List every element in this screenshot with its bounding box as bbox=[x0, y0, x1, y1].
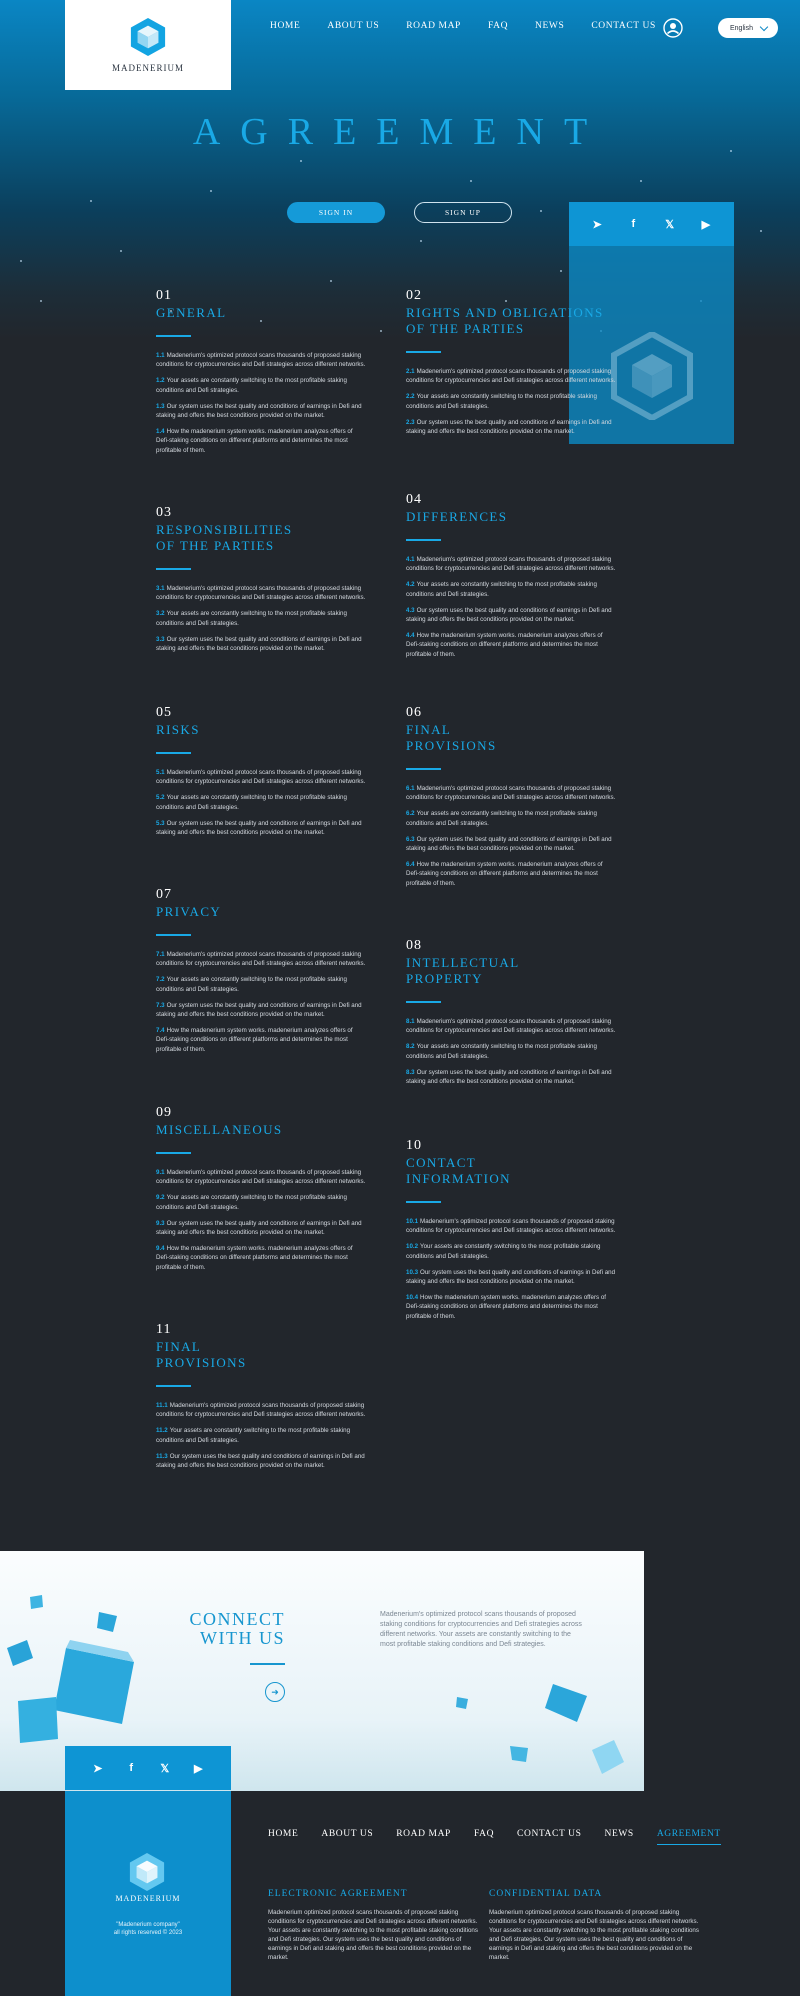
clause-text: Your assets are constantly switching to the most profitable staking conditions and Defi strategies. bbox=[406, 810, 597, 827]
clause-text: Madenerium's optimized protocol scans thousands of proposed staking conditions for cryptocurrencies and Defi strategies across different networks. bbox=[156, 1169, 366, 1186]
clause-text: Our system uses the best quality and conditions of earnings in Defi and staking and offers the best conditions provided on the market. bbox=[406, 418, 612, 436]
cube-decoration-icon bbox=[455, 1696, 469, 1710]
clause-number: 5.2 bbox=[156, 794, 165, 802]
clause bbox=[156, 768, 366, 786]
clause-text: Madenerium's optimized protocol scans thousands of proposed staking conditions for cryptocurrencies and Defi strategies across different networks. bbox=[156, 769, 366, 786]
language-value: English bbox=[730, 24, 753, 32]
clause-text: How the madenerium system works. madenerium analyzes offers of Defi-staking conditions on different platforms and determines the most profitable of them. bbox=[156, 1027, 353, 1053]
clause-number: 10.4 bbox=[406, 1294, 419, 1302]
section-divider bbox=[406, 1201, 441, 1203]
section-title-line: PROVISIONS bbox=[406, 738, 497, 753]
clause-text: Our system uses the best quality and conditions of earnings in Defi and staking and offers the best conditions provided on the market. bbox=[156, 1452, 365, 1470]
footer-nav-home[interactable]: HOME bbox=[268, 1829, 299, 1839]
clause bbox=[156, 1426, 366, 1444]
star-decoration bbox=[120, 250, 122, 252]
section-number: 10 bbox=[406, 1138, 422, 1153]
clause bbox=[406, 835, 616, 853]
agreement-section bbox=[156, 505, 366, 660]
section-title-line: MISCELLANEOUS bbox=[156, 1122, 283, 1137]
clause-number: 6.1 bbox=[406, 785, 415, 792]
clause bbox=[406, 367, 616, 385]
section-title bbox=[406, 509, 616, 525]
clause bbox=[406, 1042, 616, 1060]
clause bbox=[156, 1026, 366, 1054]
clause-number: 9.4 bbox=[156, 1245, 165, 1253]
clause bbox=[156, 1401, 366, 1419]
clause-number: 11.2 bbox=[156, 1427, 168, 1435]
clause-number: 6.2 bbox=[406, 810, 415, 818]
clause bbox=[406, 392, 616, 410]
language-select[interactable] bbox=[718, 18, 778, 38]
clause-number: 10.3 bbox=[406, 1268, 419, 1276]
section-number: 03 bbox=[156, 505, 172, 520]
telegram-icon[interactable]: ➤ bbox=[93, 1762, 103, 1775]
section-title bbox=[156, 522, 366, 554]
section-divider bbox=[406, 351, 441, 353]
copyright bbox=[65, 1921, 231, 1937]
section-title-line: OF THE PARTIES bbox=[156, 538, 275, 553]
footer-social-bar bbox=[65, 1746, 231, 1790]
clause bbox=[156, 376, 366, 394]
clause-text: Our system uses the best quality and conditions of earnings in Defi and staking and offers the best conditions provided on the market. bbox=[406, 1068, 612, 1086]
clause-text: Madenerium's optimized protocol scans thousands of proposed staking conditions for cryptocurrencies and Defi strategies across different networks. bbox=[156, 352, 366, 369]
clause-number: 8.3 bbox=[406, 1068, 415, 1076]
side-social-bar bbox=[569, 202, 734, 246]
clause-number: 2.1 bbox=[406, 368, 415, 375]
clause-text: How the madenerium system works. madenerium analyzes offers of Defi-staking conditions on different platforms and determines the most profitable of them. bbox=[406, 861, 603, 887]
copyright-line1: "Madenerium company" bbox=[116, 1922, 180, 1928]
section-title bbox=[156, 904, 366, 920]
clause bbox=[406, 1068, 616, 1086]
star-decoration bbox=[40, 300, 42, 302]
cube-decoration-icon bbox=[95, 1610, 119, 1634]
clause-number: 7.2 bbox=[156, 976, 165, 984]
x-icon[interactable]: 𝕏 bbox=[665, 218, 675, 231]
footer-nav-agreement[interactable]: AGREEMENT bbox=[657, 1829, 721, 1845]
clause bbox=[156, 950, 366, 968]
section-title-line: FINAL bbox=[156, 1339, 202, 1354]
section-title-line: RIGHTS AND OBLIGATIONS bbox=[406, 305, 604, 320]
clause-number: 1.3 bbox=[156, 402, 165, 410]
section-divider bbox=[406, 539, 441, 541]
connect-title bbox=[150, 1610, 285, 1648]
cube-logo-icon[interactable] bbox=[128, 1852, 166, 1892]
agreement-section bbox=[156, 705, 366, 844]
clause-number: 7.1 bbox=[156, 951, 165, 958]
clause-number: 8.1 bbox=[406, 1018, 415, 1025]
clause-number: 1.2 bbox=[156, 377, 165, 385]
cube-watermark-icon bbox=[611, 332, 693, 420]
clause-number: 9.1 bbox=[156, 1169, 165, 1176]
star-decoration bbox=[560, 270, 562, 272]
clause-number: 6.4 bbox=[406, 861, 415, 869]
clause-number: 9.2 bbox=[156, 1194, 165, 1202]
section-title-line: RISKS bbox=[156, 722, 200, 737]
section-title bbox=[156, 305, 366, 321]
section-number: 01 bbox=[156, 288, 172, 303]
footer-nav-contact-us[interactable]: CONTACT US bbox=[517, 1829, 582, 1839]
clause-text: How the madenerium system works. madenerium analyzes offers of Defi-staking conditions on different platforms and determines the most profitable of them. bbox=[406, 1294, 606, 1320]
confidential-data-title: CONFIDENTIAL DATA bbox=[489, 1889, 603, 1899]
section-number: 06 bbox=[406, 705, 422, 720]
connect-title-line1: CONNECT bbox=[189, 1609, 285, 1629]
sign-in-button[interactable]: SIGN IN bbox=[287, 202, 385, 223]
clause bbox=[156, 427, 366, 455]
chevron-down-icon bbox=[760, 23, 768, 31]
section-title bbox=[406, 722, 616, 754]
agreement-section bbox=[406, 288, 616, 443]
electronic-agreement-title: ELECTRONIC AGREEMENT bbox=[268, 1889, 408, 1899]
section-divider bbox=[156, 568, 191, 570]
main-nav bbox=[270, 21, 683, 31]
section-number: 08 bbox=[406, 938, 422, 953]
clause bbox=[156, 1168, 366, 1186]
section-number: 09 bbox=[156, 1105, 172, 1120]
clause-number: 1.4 bbox=[156, 428, 165, 436]
clause bbox=[156, 1244, 366, 1272]
clause-text: Our system uses the best quality and conditions of earnings in Defi and staking and offers the best conditions provided on the market. bbox=[156, 1219, 362, 1237]
nav-faq[interactable]: FAQ bbox=[487, 21, 509, 31]
clause-number: 5.3 bbox=[156, 819, 165, 827]
clause bbox=[406, 1017, 616, 1035]
clause bbox=[156, 1193, 366, 1211]
clause-text: Madenerium's optimized protocol scans thousands of proposed staking conditions for cryptocurrencies and Defi strategies across different networks. bbox=[406, 1218, 616, 1235]
clause-number: 11.3 bbox=[156, 1452, 168, 1460]
agreement-section bbox=[406, 938, 616, 1093]
clause-text: Your assets are constantly switching to the most profitable staking conditions and Defi strategies. bbox=[406, 393, 597, 410]
footer-brand-name: MADENERIUM bbox=[115, 1894, 181, 1903]
nav-news[interactable]: NEWS bbox=[535, 21, 565, 31]
clause bbox=[406, 860, 616, 888]
section-title bbox=[406, 955, 616, 987]
clause-text: Madenerium's optimized protocol scans thousands of proposed staking conditions for cryptocurrencies and Defi strategies across different networks. bbox=[156, 585, 366, 602]
clause bbox=[406, 1242, 616, 1260]
clause-number: 6.3 bbox=[406, 835, 415, 843]
section-title-line: CONTACT bbox=[406, 1155, 477, 1170]
cube-decoration-icon bbox=[5, 1640, 35, 1668]
star-decoration bbox=[90, 200, 92, 202]
clause-number: 5.1 bbox=[156, 769, 165, 776]
section-divider bbox=[406, 1001, 441, 1003]
clause-text: Madenerium's optimized protocol scans thousands of proposed staking conditions for cryptocurrencies and Defi strategies across different networks. bbox=[406, 556, 616, 573]
clause bbox=[156, 1452, 366, 1470]
facebook-icon[interactable]: f bbox=[631, 218, 636, 230]
clause-text: Your assets are constantly switching to the most profitable staking conditions and Defi strategies. bbox=[156, 976, 347, 993]
clause-text: Your assets are constantly switching to the most profitable staking conditions and Defi strategies. bbox=[156, 1194, 347, 1211]
clause bbox=[156, 819, 366, 837]
clause-text: Our system uses the best quality and conditions of earnings in Defi and staking and offers the best conditions provided on the market. bbox=[156, 635, 362, 653]
clause-number: 3.2 bbox=[156, 610, 165, 618]
footer-nav-faq[interactable]: FAQ bbox=[473, 1829, 495, 1839]
clause-text: How the madenerium system works. madenerium analyzes offers of Defi-staking conditions on different platforms and determines the most profitable of them. bbox=[156, 428, 353, 454]
clause-text: How the madenerium system works. madenerium analyzes offers of Defi-staking conditions on different platforms and determines the most profitable of them. bbox=[156, 1245, 353, 1271]
section-divider bbox=[156, 934, 191, 936]
section-title bbox=[156, 1122, 366, 1138]
star-decoration bbox=[380, 330, 382, 332]
section-divider bbox=[156, 335, 191, 337]
user-account-icon[interactable] bbox=[663, 18, 683, 38]
x-icon[interactable]: 𝕏 bbox=[160, 1762, 170, 1775]
clause-number: 2.2 bbox=[406, 393, 415, 401]
nav-home[interactable]: HOME bbox=[270, 21, 301, 31]
section-title-line: INTELLECTUAL bbox=[406, 955, 520, 970]
section-number: 05 bbox=[156, 705, 172, 720]
star-decoration bbox=[300, 160, 302, 162]
footer-nav-about-us[interactable]: ABOUT US bbox=[321, 1829, 374, 1839]
clause-number: 10.1 bbox=[406, 1218, 419, 1225]
clause bbox=[156, 635, 366, 653]
clause-text: Your assets are constantly switching to the most profitable staking conditions and Defi strategies. bbox=[156, 377, 347, 394]
clause bbox=[406, 606, 616, 624]
nav-road-map[interactable]: ROAD MAP bbox=[406, 21, 461, 31]
clause-number: 2.3 bbox=[406, 418, 415, 426]
clause-text: Our system uses the best quality and conditions of earnings in Defi and staking and offers the best conditions provided on the market. bbox=[156, 819, 362, 837]
clause bbox=[156, 1001, 366, 1019]
clause-text: Madenerium's optimized protocol scans thousands of proposed staking conditions for cryptocurrencies and Defi strategies across different networks. bbox=[406, 368, 616, 385]
clause bbox=[406, 631, 616, 659]
clause-text: Your assets are constantly switching to the most profitable staking conditions and Defi strategies. bbox=[156, 610, 347, 627]
clause-text: Our system uses the best quality and conditions of earnings in Defi and staking and offers the best conditions provided on the market. bbox=[406, 1268, 616, 1286]
cube-decoration-icon bbox=[48, 1640, 140, 1732]
arrow-right-icon[interactable]: ➜ bbox=[265, 1682, 285, 1702]
section-title-line: OF THE PARTIES bbox=[406, 321, 525, 336]
agreement-section bbox=[156, 887, 366, 1061]
logo[interactable] bbox=[65, 0, 231, 90]
connect-title-line2: WITH US bbox=[200, 1628, 285, 1648]
section-title-line: RESPONSIBILITIES bbox=[156, 522, 293, 537]
clause bbox=[406, 418, 616, 436]
cube-decoration-icon bbox=[14, 1695, 60, 1745]
cube-decoration-icon bbox=[588, 1738, 626, 1776]
section-title-line: PRIVACY bbox=[156, 904, 222, 919]
agreement-section bbox=[156, 288, 366, 462]
clause-text: Our system uses the best quality and conditions of earnings in Defi and staking and offers the best conditions provided on the market. bbox=[156, 1001, 362, 1019]
star-decoration bbox=[760, 230, 762, 232]
clause-number: 7.3 bbox=[156, 1001, 165, 1009]
copyright-line2: all rights reserved © 2023 bbox=[113, 1930, 183, 1936]
cube-decoration-icon bbox=[508, 1744, 530, 1764]
clause bbox=[156, 975, 366, 993]
section-divider bbox=[156, 1385, 191, 1387]
clause bbox=[406, 1217, 616, 1235]
clause bbox=[406, 580, 616, 598]
star-decoration bbox=[540, 210, 542, 212]
facebook-icon[interactable]: f bbox=[129, 1762, 134, 1774]
clause-number: 1.1 bbox=[156, 352, 165, 359]
cube-logo-icon bbox=[129, 17, 167, 57]
star-decoration bbox=[330, 280, 332, 282]
electronic-agreement bbox=[268, 1889, 478, 1962]
clause-text: Your assets are constantly switching to the most profitable staking conditions and Defi strategies. bbox=[406, 581, 597, 598]
brand-name: MADENERIUM bbox=[112, 63, 184, 73]
clause-text: Your assets are constantly switching to the most profitable staking conditions and Defi strategies. bbox=[406, 1243, 601, 1260]
clause bbox=[406, 1268, 616, 1286]
star-decoration bbox=[640, 180, 642, 182]
clause-number: 4.1 bbox=[406, 556, 415, 563]
clause-text: Madenerium's optimized protocol scans thousands of proposed staking conditions for cryptocurrencies and Defi strategies across different networks. bbox=[406, 785, 616, 802]
clause-text: Madenerium's optimized protocol scans thousands of proposed staking conditions for cryptocurrencies and Defi strategies across different networks. bbox=[156, 951, 366, 968]
connect-divider bbox=[250, 1663, 285, 1665]
confidential-data bbox=[489, 1889, 699, 1962]
agreement-section bbox=[156, 1322, 366, 1477]
section-title-line: FINAL bbox=[406, 722, 452, 737]
clause-number: 3.3 bbox=[156, 635, 165, 643]
clause-number: 9.3 bbox=[156, 1219, 165, 1227]
clause-number: 8.2 bbox=[406, 1043, 415, 1051]
footer-nav bbox=[268, 1829, 744, 1845]
clause-number: 4.4 bbox=[406, 632, 415, 640]
agreement-section bbox=[406, 492, 616, 666]
clause-number: 7.4 bbox=[156, 1027, 165, 1035]
section-title bbox=[406, 305, 616, 337]
clause-number: 11.1 bbox=[156, 1402, 168, 1409]
clause-text: How the madenerium system works. madenerium analyzes offers of Defi-staking conditions on different platforms and determines the most profitable of them. bbox=[406, 632, 603, 658]
clause-number: 10.2 bbox=[406, 1243, 419, 1251]
section-number: 11 bbox=[156, 1322, 172, 1337]
section-title-line: INFORMATION bbox=[406, 1171, 511, 1186]
footer-nav-news[interactable]: NEWS bbox=[604, 1829, 634, 1839]
clause-text: Our system uses the best quality and conditions of earnings in Defi and staking and offers the best conditions provided on the market. bbox=[406, 606, 612, 624]
section-title bbox=[156, 722, 366, 738]
section-divider bbox=[406, 768, 441, 770]
star-decoration bbox=[20, 260, 22, 262]
clause bbox=[156, 584, 366, 602]
section-title bbox=[156, 1339, 366, 1371]
agreement-section bbox=[406, 1138, 616, 1328]
clause-text: Your assets are constantly switching to the most profitable staking conditions and Defi strategies. bbox=[156, 1427, 351, 1444]
clause-number: 4.3 bbox=[406, 606, 415, 614]
electronic-agreement-text: Madenerium optimized protocol scans thousands of proposed staking conditions for cryptocurrencies and Defi strategies across different networks. Your assets are constantly switching to the most profitable staking conditions and Defi strategies. Our system uses the best quality and conditions of earnings in Defi and staking and offers the best conditions provided on the market. bbox=[268, 1909, 478, 1961]
connect-text: Madenerium's optimized protocol scans thousands of proposed staking conditions for cryptocurrencies and Defi strategies across different networks. Your assets are constantly switching to the most profitable staking conditions and Defi strategies. bbox=[380, 1611, 582, 1648]
nav-contact-us[interactable]: CONTACT US bbox=[591, 21, 656, 31]
agreement-section bbox=[156, 1105, 366, 1279]
footer-nav-road-map[interactable]: ROAD MAP bbox=[396, 1829, 451, 1839]
cube-decoration-icon bbox=[28, 1594, 44, 1610]
clause bbox=[156, 402, 366, 420]
nav-about-us[interactable]: ABOUT US bbox=[327, 21, 380, 31]
clause-text: Madenerium's optimized protocol scans thousands of proposed staking conditions for cryptocurrencies and Defi strategies across different networks. bbox=[406, 1018, 616, 1035]
clause-text: Your assets are constantly switching to the most profitable staking conditions and Defi strategies. bbox=[156, 794, 347, 811]
section-number: 04 bbox=[406, 492, 422, 507]
section-title-line: PROPERTY bbox=[406, 971, 483, 986]
telegram-icon[interactable]: ➤ bbox=[592, 218, 602, 231]
star-decoration bbox=[420, 240, 422, 242]
clause bbox=[156, 351, 366, 369]
clause bbox=[406, 784, 616, 802]
section-title-line: PROVISIONS bbox=[156, 1355, 247, 1370]
section-divider bbox=[156, 752, 191, 754]
section-title bbox=[406, 1155, 616, 1187]
section-number: 07 bbox=[156, 887, 172, 902]
clause-text: Our system uses the best quality and conditions of earnings in Defi and staking and offers the best conditions provided on the market. bbox=[406, 835, 612, 853]
section-title-line: DIFFERENCES bbox=[406, 509, 508, 524]
star-decoration bbox=[470, 180, 472, 182]
clause bbox=[406, 555, 616, 573]
clause-number: 4.2 bbox=[406, 581, 415, 589]
clause bbox=[406, 1293, 616, 1321]
clause bbox=[156, 793, 366, 811]
agreement-section bbox=[406, 705, 616, 895]
clause-text: Our system uses the best quality and conditions of earnings in Defi and staking and offers the best conditions provided on the market. bbox=[156, 402, 362, 420]
page-title: AGREEMENT bbox=[192, 111, 608, 153]
section-divider bbox=[156, 1152, 191, 1154]
star-decoration bbox=[210, 190, 212, 192]
confidential-data-text: Madenerium optimized protocol scans thousands of proposed staking conditions for cryptocurrencies and Defi strategies across different networks. Your assets are constantly switching to the most profitable staking conditions and Defi strategies. Our system uses the best quality and conditions of earnings in Defi and staking and offers the best conditions provided on the market. bbox=[489, 1909, 699, 1961]
clause bbox=[406, 809, 616, 827]
clause-text: Madenerium's optimized protocol scans thousands of proposed staking conditions for cryptocurrencies and Defi strategies across different networks. bbox=[156, 1402, 366, 1419]
clause-number: 3.1 bbox=[156, 585, 165, 592]
clause-text: Your assets are constantly switching to the most profitable staking conditions and Defi strategies. bbox=[406, 1043, 597, 1060]
cube-decoration-icon bbox=[543, 1682, 589, 1724]
sign-up-button[interactable]: SIGN UP bbox=[414, 202, 512, 223]
section-title-line: GENERAL bbox=[156, 305, 227, 320]
youtube-icon[interactable]: ▶ bbox=[701, 218, 711, 231]
section-number: 02 bbox=[406, 288, 422, 303]
clause bbox=[156, 1219, 366, 1237]
youtube-icon[interactable]: ▶ bbox=[194, 1762, 203, 1775]
clause bbox=[156, 609, 366, 627]
